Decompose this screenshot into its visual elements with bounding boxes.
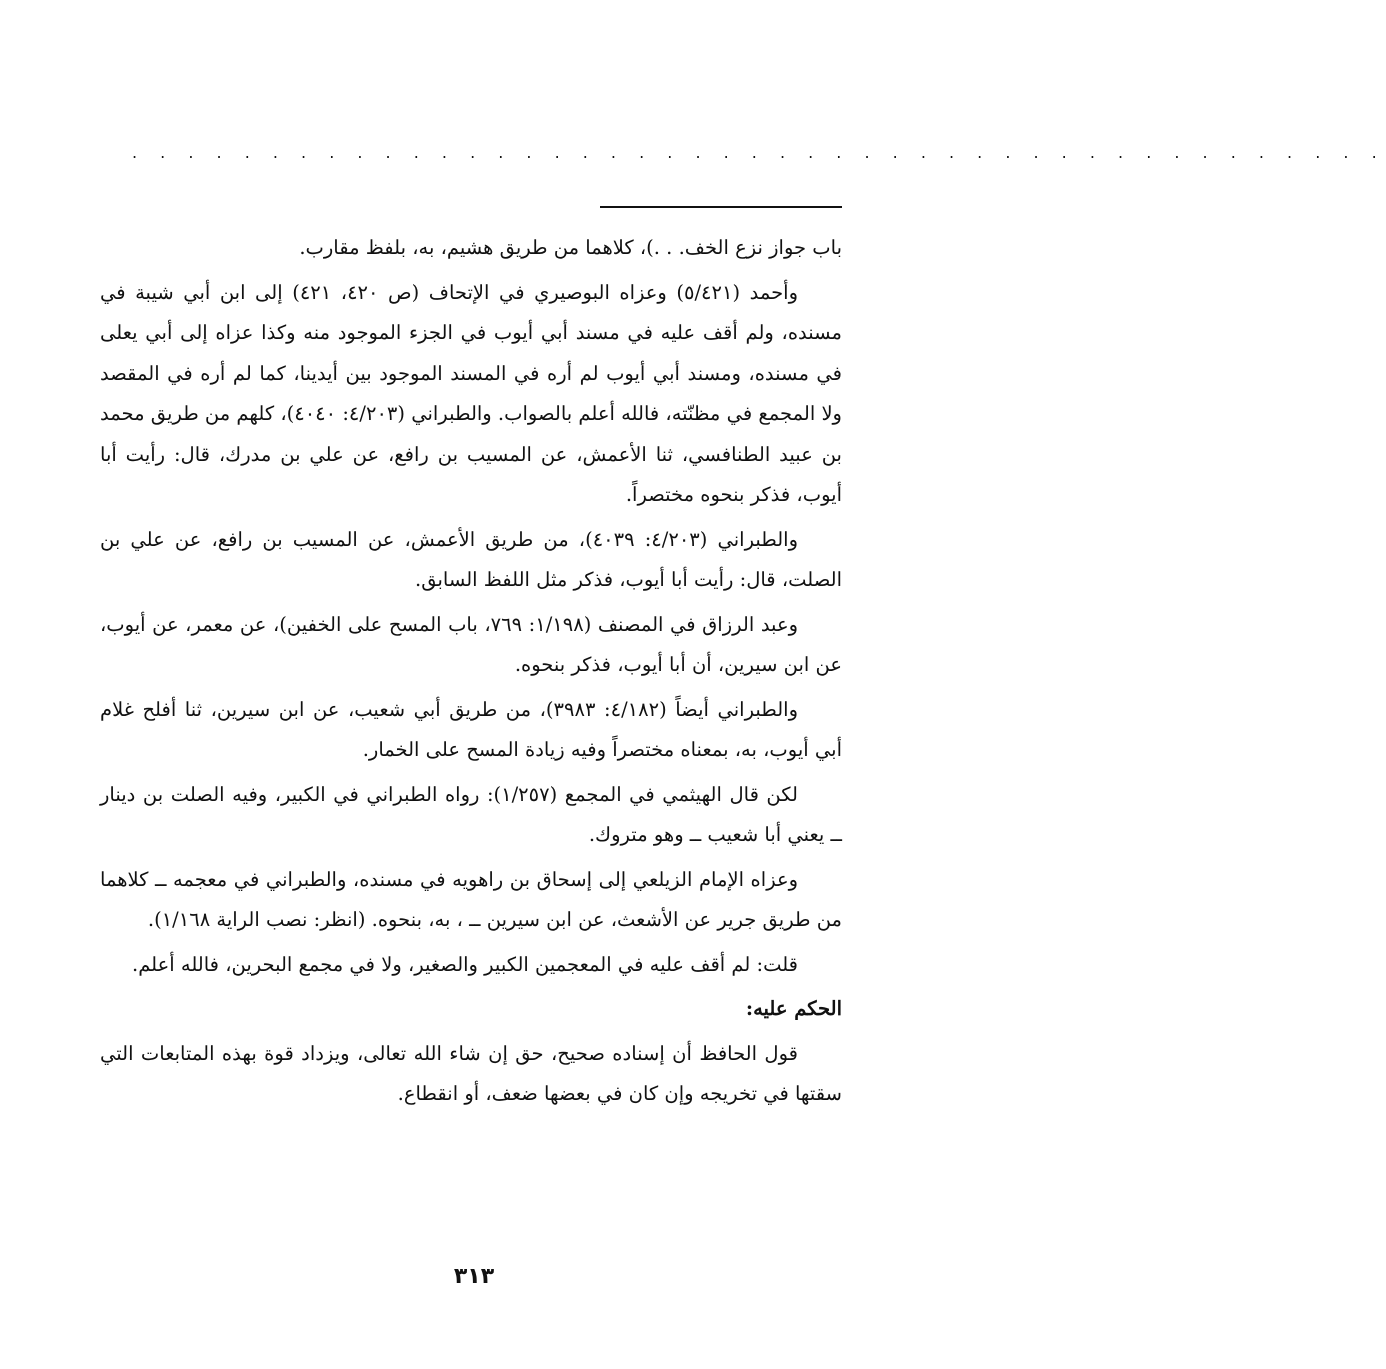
paragraph-continuation: باب جواز نزع الخف. . .)، كلاهما من طريق هشيم، به، بلفظ مقارب. bbox=[299, 236, 842, 259]
page-number: ٣١٣ bbox=[453, 1264, 495, 1289]
paragraph: وعزاه الإمام الزيلعي إلى إسحاق بن راهويه في مسنده، والطبراني في معجمه ــ كلاهما من طريق جرير عن الأشعث، عن ابن سيرين ــ ، به، بنحوه. (انظر: نصب الراية ١/١٦٨). bbox=[100, 867, 842, 931]
paragraph: وأحمد (٥/٤٢١) وعزاه البوصيري في الإتحاف (ص ٤٢٠، ٤٢١) إلى ابن أبي شيبة في مسنده، ولم أقف عليه في مسند أبي أيوب في الجزء الموجود منه وكذا عزاه إلى أبي يعلى في مسنده، ومسند أبي أيوب لم أره في المسند الموجود بين أيدينا، كما لم أره في المقصد ولا المجمع في مظنّته، فالله أعلم بالصواب. والطبراني (٤/٢٠٣: ٤٠٤٠)، كلهم من طريق محمد بن عبيد الطنافسي، ثنا الأعمش، عن المسيب بن رافع، عن علي بن مدرك، قال: رأيت أبا أيوب، فذكر بنحوه مختصراً. bbox=[100, 280, 842, 506]
paragraph: وعبد الرزاق في المصنف (١/١٩٨: ٧٦٩، باب المسح على الخفين)، عن معمر، عن أيوب، عن ابن سيرين، أن أبا أيوب، فذكر بنحوه. bbox=[100, 612, 842, 676]
ruling-heading: الحكم عليه: bbox=[745, 997, 842, 1020]
footnote-separator-dots: . . . . . . . . . . . . . . . . . . . . . . . . . . . . . . . . . . . . . . . . . . . . . bbox=[132, 143, 1386, 162]
footnote-rule bbox=[600, 206, 842, 208]
paragraph: لكن قال الهيثمي في المجمع (١/٢٥٧): رواه الطبراني في الكبير، وفيه الصلت بن دينار ــ يعني أبا شعيب ــ وهو متروك. bbox=[100, 782, 842, 846]
ruling-paragraph: قول الحافظ أن إسناده صحيح، حق إن شاء الله تعالى، ويزداد قوة بهذه المتابعات التي سقتها في تخريجه وإن كان في بعضها ضعف، أو انقطاع. bbox=[100, 1041, 842, 1105]
footnote-text-block bbox=[100, 228, 842, 1119]
paragraph: قلت: لم أقف عليه في المعجمين الكبير والصغير، ولا في مجمع البحرين، فالله أعلم. bbox=[132, 952, 798, 976]
paragraph: والطبراني أيضاً (٤/١٨٢: ٣٩٨٣)، من طريق أبي شعيب، عن ابن سيرين، ثنا أفلح غلام أبي أيوب، به، بمعناه مختصراً وفيه زيادة المسح على الخمار. bbox=[100, 697, 842, 761]
paragraph: والطبراني (٤/٢٠٣: ٤٠٣٩)، من طريق الأعمش، عن المسيب بن رافع، عن علي بن الصلت، قال: رأيت أبا أيوب، فذكر مثل اللفظ السابق. bbox=[100, 527, 842, 591]
